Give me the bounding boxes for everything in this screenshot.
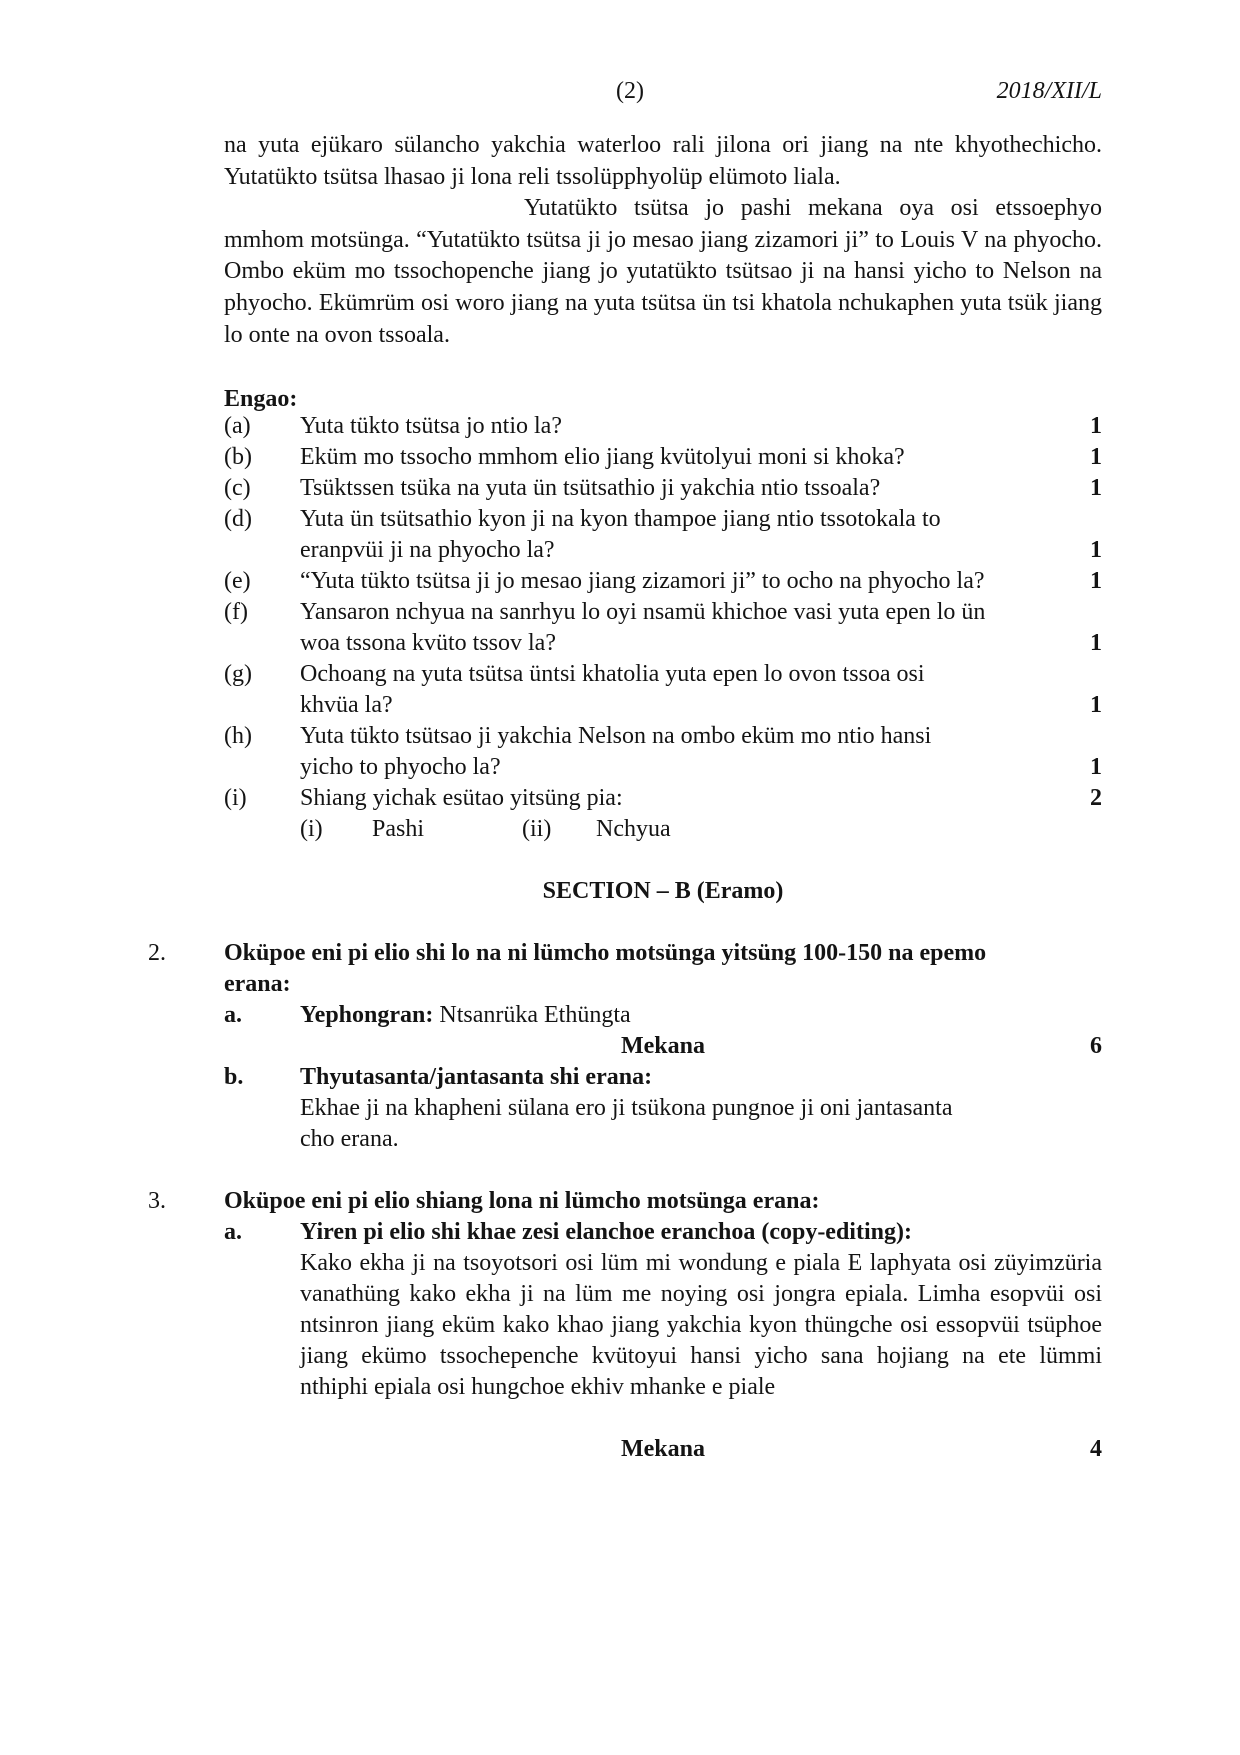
question-text-continued: khvüa la? xyxy=(300,692,393,718)
part-label: a. xyxy=(224,1219,242,1245)
part-a-text: Ntsanrüka Ethüngta xyxy=(433,1002,631,1028)
page-number: (2) xyxy=(616,78,644,104)
question-text: Yuta tükto tsütsao ji yakchia Nelson na ombo eküm mo ntio hansi xyxy=(300,723,932,749)
question-text: Shiang yichak esütao yitsüng pia: xyxy=(300,785,623,811)
part-b-text: Ekhae ji na khapheni sülana ero ji tsükona pungnoe ji oni jantasanta xyxy=(300,1095,953,1121)
part-b-heading: Thyutasanta/jantasanta shi erana: xyxy=(300,1064,653,1090)
question-mark: 1 xyxy=(1090,537,1102,563)
part-label: a. xyxy=(224,1002,242,1028)
question-label: (i) xyxy=(224,785,247,811)
question-text-continued: eranpvüi ji na phyocho la? xyxy=(300,537,555,563)
sub-option-number: (ii) xyxy=(522,816,552,842)
copy-editing-paragraph: Kako ekha ji na tsoyotsori osi lüm mi wondung e piala E laphyata osi züyimzüria vanathüng kako ekha ji na lüm me noying osi jongra epiala. Limha esopvüi osi ntsinron jiang eküm kako khao jiang yakchia kyon thüngche osi essopvüi tsüphoe jiang ekümo tssochepenche kvütoyui hansi yicho sana hojiang na ete lümmi nthiphi epiala osi hungchoe ekhiv mhanke e piale xyxy=(300,1250,1102,1400)
paper-code: 2018/XII/L xyxy=(996,78,1102,104)
sub-option-word: Pashi xyxy=(372,816,425,842)
part-b-text-continued: cho erana. xyxy=(300,1126,399,1152)
passage-paragraph-2: Yutatükto tsütsa jo pashi mekana oya osi etssoephyo mmhom motsünga. “Yutatükto tsütsa ji jo mesao jiang zizamori ji” to Louis V na phyocho. Ombo eküm mo tssochopenche jiang jo yutatükto tsütsao ji na hansi yicho to Nelson na phyocho. Ekümrüm osi woro jiang na yuta tsütsa ün tsi khatola nchukaphen yuta tsük jiang lo onte na ovon tssoala. xyxy=(224,195,1102,348)
question-text: Yuta ün tsütsathio kyon ji na kyon thampoe jiang ntio tssotokala to xyxy=(300,506,941,532)
question-mark: 1 xyxy=(1090,754,1102,780)
question-number: 3. xyxy=(148,1188,166,1214)
question-label: (h) xyxy=(224,723,252,749)
sub-option-number: (i) xyxy=(300,816,323,842)
question-text-continued: yicho to phyocho la? xyxy=(300,754,501,780)
question-number: 2. xyxy=(148,940,166,966)
marks-value: 6 xyxy=(1090,1033,1102,1059)
sub-option-word: Nchyua xyxy=(596,816,671,842)
question-text: Yansaron nchyua na sanrhyu lo oyi nsamü khichoe vasi yuta epen lo ün xyxy=(300,599,986,625)
question-label: (c) xyxy=(224,475,251,501)
question-prompt-continued: erana: xyxy=(224,971,291,997)
engao-heading: Engao: xyxy=(224,386,298,412)
question-mark: 1 xyxy=(1090,568,1102,594)
question-text: “Yuta tükto tsütsa ji jo mesao jiang zizamori ji” to ocho na phyocho la? xyxy=(300,568,985,594)
part-a-heading: Yephongran: xyxy=(300,1002,434,1028)
question-prompt: Oküpoe eni pi elio shi lo na ni lümcho motsünga yitsüng 100-150 na epemo xyxy=(224,940,987,966)
question-mark: 2 xyxy=(1090,785,1102,811)
question-mark: 1 xyxy=(1090,692,1102,718)
question-prompt: Oküpoe eni pi elio shiang lona ni lümcho motsünga erana: xyxy=(224,1188,820,1214)
question-text-continued: woa tssona kvüto tssov la? xyxy=(300,630,556,656)
passage xyxy=(224,130,1102,351)
question-mark: 1 xyxy=(1090,413,1102,439)
question-mark: 1 xyxy=(1090,475,1102,501)
part-a-heading: Yiren pi elio shi khae zesi elanchoe eranchoa (copy-editing): xyxy=(300,1219,912,1245)
question-label: (d) xyxy=(224,506,252,532)
question-label: (f) xyxy=(224,599,248,625)
question-label: (b) xyxy=(224,444,252,470)
marks-label: Mekana xyxy=(621,1436,705,1462)
part-label: b. xyxy=(224,1064,244,1090)
section-title: SECTION – B (Eramo) xyxy=(542,878,784,904)
question-label: (g) xyxy=(224,661,252,687)
question-mark: 1 xyxy=(1090,630,1102,656)
question-text: Ochoang na yuta tsütsa üntsi khatolia yuta epen lo ovon tssoa osi xyxy=(300,661,925,687)
passage-paragraph-1: na yuta ejükaro sülancho yakchia waterloo rali jilona ori jiang na nte khyothechicho. Yutatükto tsütsa lhasao ji lona reli tssolüpphyolüp elümoto liala. xyxy=(224,132,1102,190)
question-text: Tsüktssen tsüka na yuta ün tsütsathio ji yakchia ntio tssoala? xyxy=(300,475,881,501)
question-label: (a) xyxy=(224,413,251,439)
question-text: Yuta tükto tsütsa jo ntio la? xyxy=(300,413,562,439)
part-a-topic xyxy=(300,1000,631,1031)
question-text: Eküm mo tssocho mmhom elio jiang kvütolyui moni si khoka? xyxy=(300,444,905,470)
marks-value: 4 xyxy=(1090,1436,1102,1462)
question-mark: 1 xyxy=(1090,444,1102,470)
marks-label: Mekana xyxy=(621,1033,705,1059)
question-label: (e) xyxy=(224,568,251,594)
